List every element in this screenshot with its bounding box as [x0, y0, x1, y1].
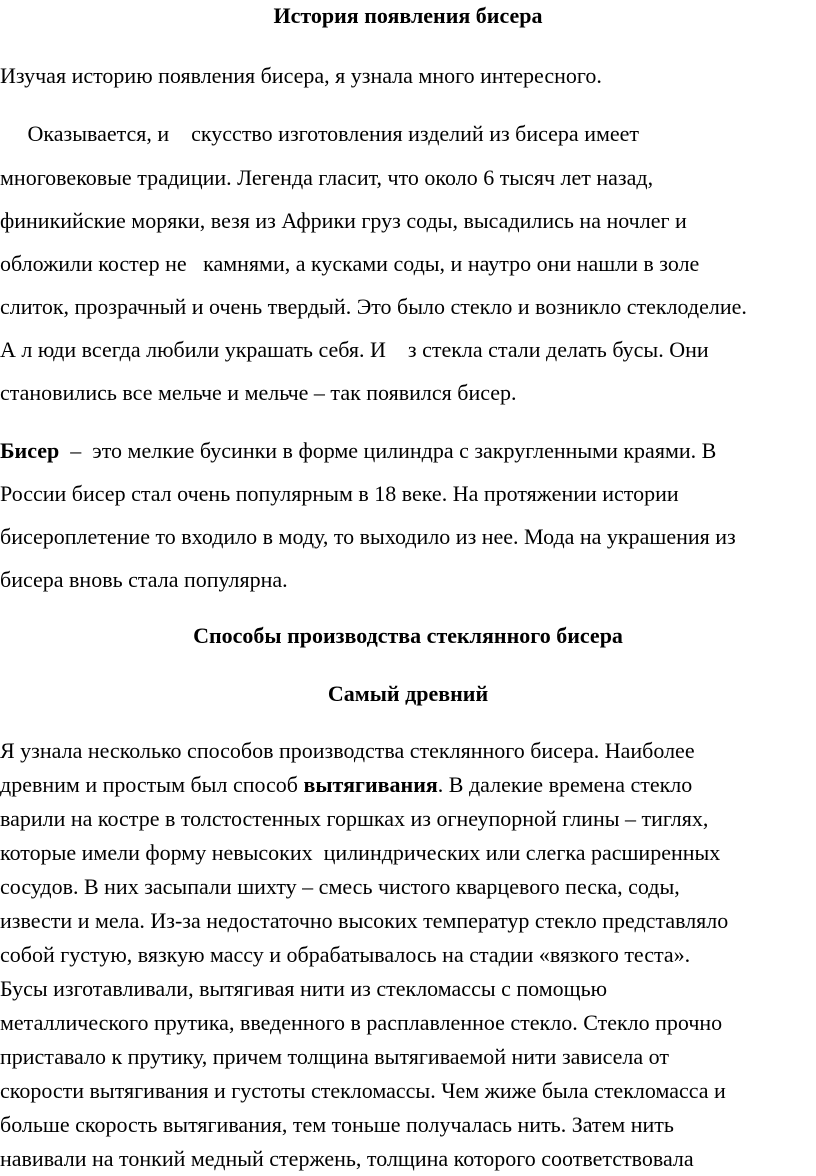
paragraph-2-line: бисера вновь стала популярна. [0, 567, 288, 592]
paragraph-3-line [0, 771, 692, 799]
paragraph-3-line: скорости вытягивания и густоты стекломассы. Чем жиже была стекломасса и [0, 1078, 726, 1103]
paragraph-2-line: России бисер стал очень популярным в 18 веке. На протяжении истории [0, 481, 679, 506]
term-definition: – это мелкие бусинки в форме цилиндра с закругленными краями. В [59, 438, 717, 463]
paragraph-3-line: которые имели форму невысоких цилиндрических или слегка расширенных [0, 840, 721, 865]
paragraph-1-line: обложили костер не камнями, а кусками соды, и наутро они нашли в золе [0, 251, 700, 276]
paragraph-3-line: металлического прутика, введенного в расплавленное стекло. Стекло прочно [0, 1010, 723, 1035]
paragraph-3-line: извести и мела. Из-за недостаточно высоких температур стекло представляло [0, 908, 729, 933]
paragraph-3-line: варили на костре в толстостенных горшках из огнеупорной глины – тиглях, [0, 806, 709, 831]
text-fragment: . В далекие времена стекло [437, 772, 693, 797]
paragraph-1-line: А л юди всегда любили украшать себя. И з стекла стали делать бусы. Они [0, 337, 709, 362]
paragraph-1-line: становились все мельче и мельче – так появился бисер. [0, 380, 517, 405]
paragraph-1-line: многовековые традиции. Легенда гласит, что около 6 тысяч лет назад, [0, 165, 654, 190]
paragraph-2-line: бисероплетение то входило в моду, то выходило из нее. Мода на украшения из [0, 524, 736, 549]
document-title: История появления бисера [273, 3, 543, 28]
section-heading: Способы производства стеклянного бисера [193, 623, 623, 648]
paragraph-3-line: приставало к прутику, причем толщина вытягиваемой нити зависела от [0, 1044, 669, 1069]
paragraph-2-line [0, 437, 716, 465]
paragraph-1-line: Оказывается, и скусство изготовления изделий из бисера имеет [0, 121, 640, 146]
method-term: вытягивания [303, 772, 438, 797]
text-fragment: древним и простым был способ [0, 772, 304, 797]
paragraph-1-line: финикийские моряки, везя из Африки груз соды, высадились на ночлег и [0, 208, 687, 233]
term-beads: Бисер [0, 438, 60, 463]
paragraph-3-line: Бусы изготавливали, вытягивая нити из стекломассы с помощью [0, 976, 608, 1001]
subsection-heading: Самый древний [327, 681, 489, 706]
paragraph-3-line: Я узнала несколько способов производства стеклянного бисера. Наиболее [0, 738, 695, 763]
paragraph-3-line: сосудов. В них засыпали шихту – смесь чистого кварцевого песка, соды, [0, 874, 680, 899]
paragraph-3-line: собой густую, вязкую массу и обрабатывалось на стадии «вязкого теста». [0, 942, 691, 967]
paragraph-3-line: навивали на тонкий медный стержень, толщина которого соответствовала [0, 1146, 694, 1171]
intro-paragraph: Изучая историю появления бисера, я узнала много интересного. [0, 63, 602, 88]
paragraph-1-line: слиток, прозрачный и очень твердый. Это было стекло и возникло стеклоделие. [0, 294, 747, 319]
paragraph-3-line: больше скорость вытягивания, тем тоньше получалась нить. Затем нить [0, 1112, 674, 1137]
